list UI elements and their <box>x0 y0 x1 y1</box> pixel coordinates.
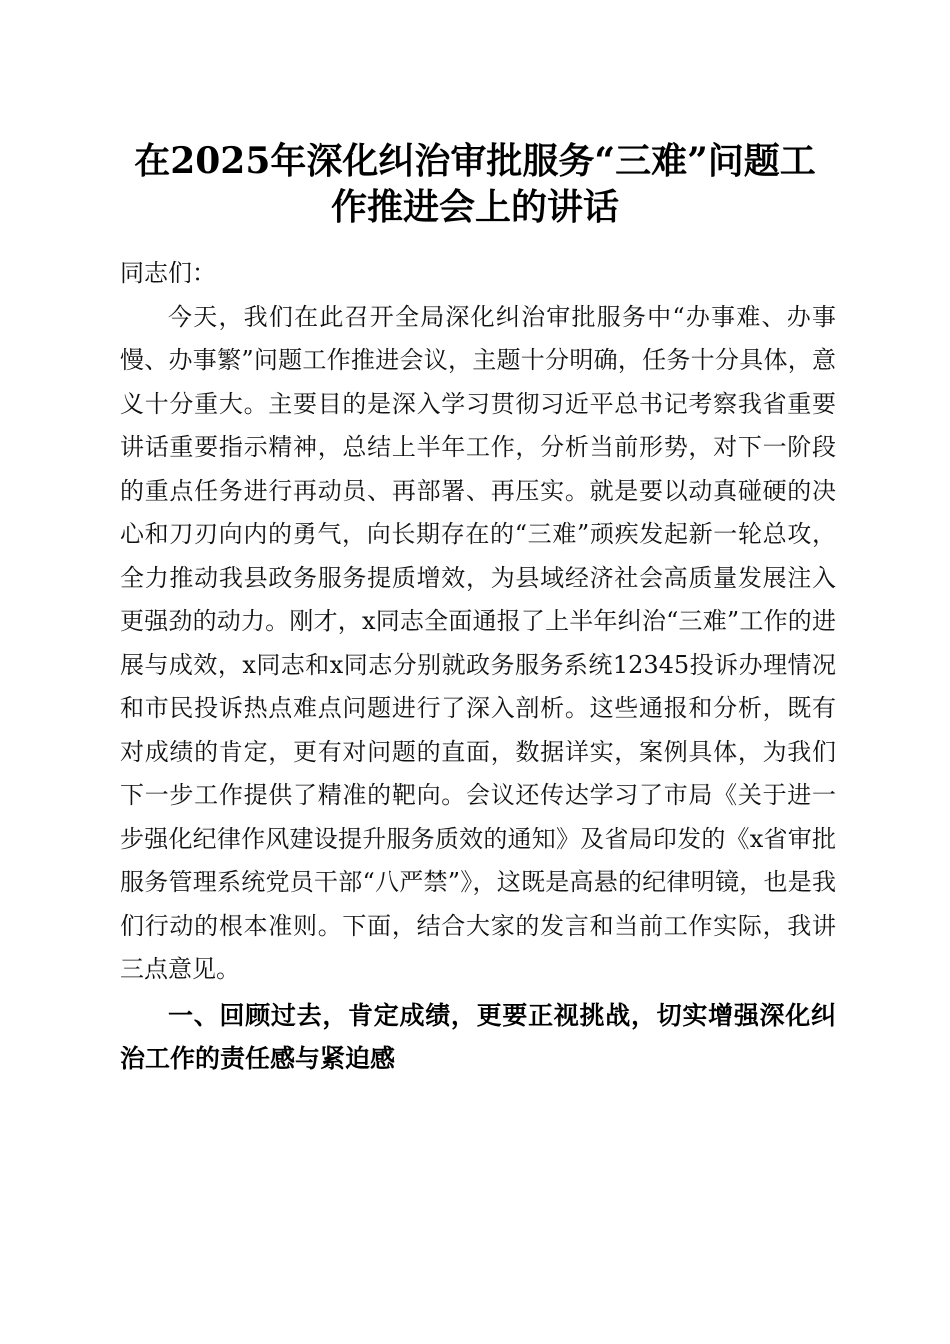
section-heading: 一、回顾过去，肯定成绩，更要正视挑战，切实增强深化纠治工作的责任感与紧迫感 <box>120 1000 836 1073</box>
salutation: 同志们： <box>120 259 216 287</box>
intro-paragraph: 今天，我们在此召开全局深化纠治审批服务中“办事难、办事慢、办事繁”问题工作推进会议，主题十分明确，任务十分具体，意义十分重大。主要目的是深入学习贯彻习近平总书记考察我省重要讲话重要指示精神，总结上半年工作，分析当前形势，对下一阶段的重点任务进行再动员、再部署、再压实。就是要以动真碰硬的决心和刀刃向内的勇气，向长期存在的“三难”顽疾发起新一轮总攻，全力推动我县政务服务提质增效，为县域经济社会高质量发展注入更强劲的动力。刚才，x同志全面通报了上半年纠治“三难”工作的进展与成效，x同志和x同志分别就政务服务系统12345投诉办理情况和市民投诉热点难点问题进行了深入剖析。这些通报和分析，既有对成绩的肯定，更有对问题的直面，数据详实，案例具体，为我们下一步工作提供了精准的靶向。会议还传达学习了市局《关于进一步强化纪律作风建设提升服务质效的通知》及省局印发的《x省审批服务管理系统党员干部“八严禁”》，这既是高悬的纪律明镜，也是我们行动的根本准则。下面，结合大家的发言和当前工作实际，我讲三点意见。 <box>120 302 836 983</box>
document-title: 在2025年深化纠治审批服务“三难”问题工作推进会上的讲话 <box>134 140 816 228</box>
document-body <box>120 252 836 1081</box>
